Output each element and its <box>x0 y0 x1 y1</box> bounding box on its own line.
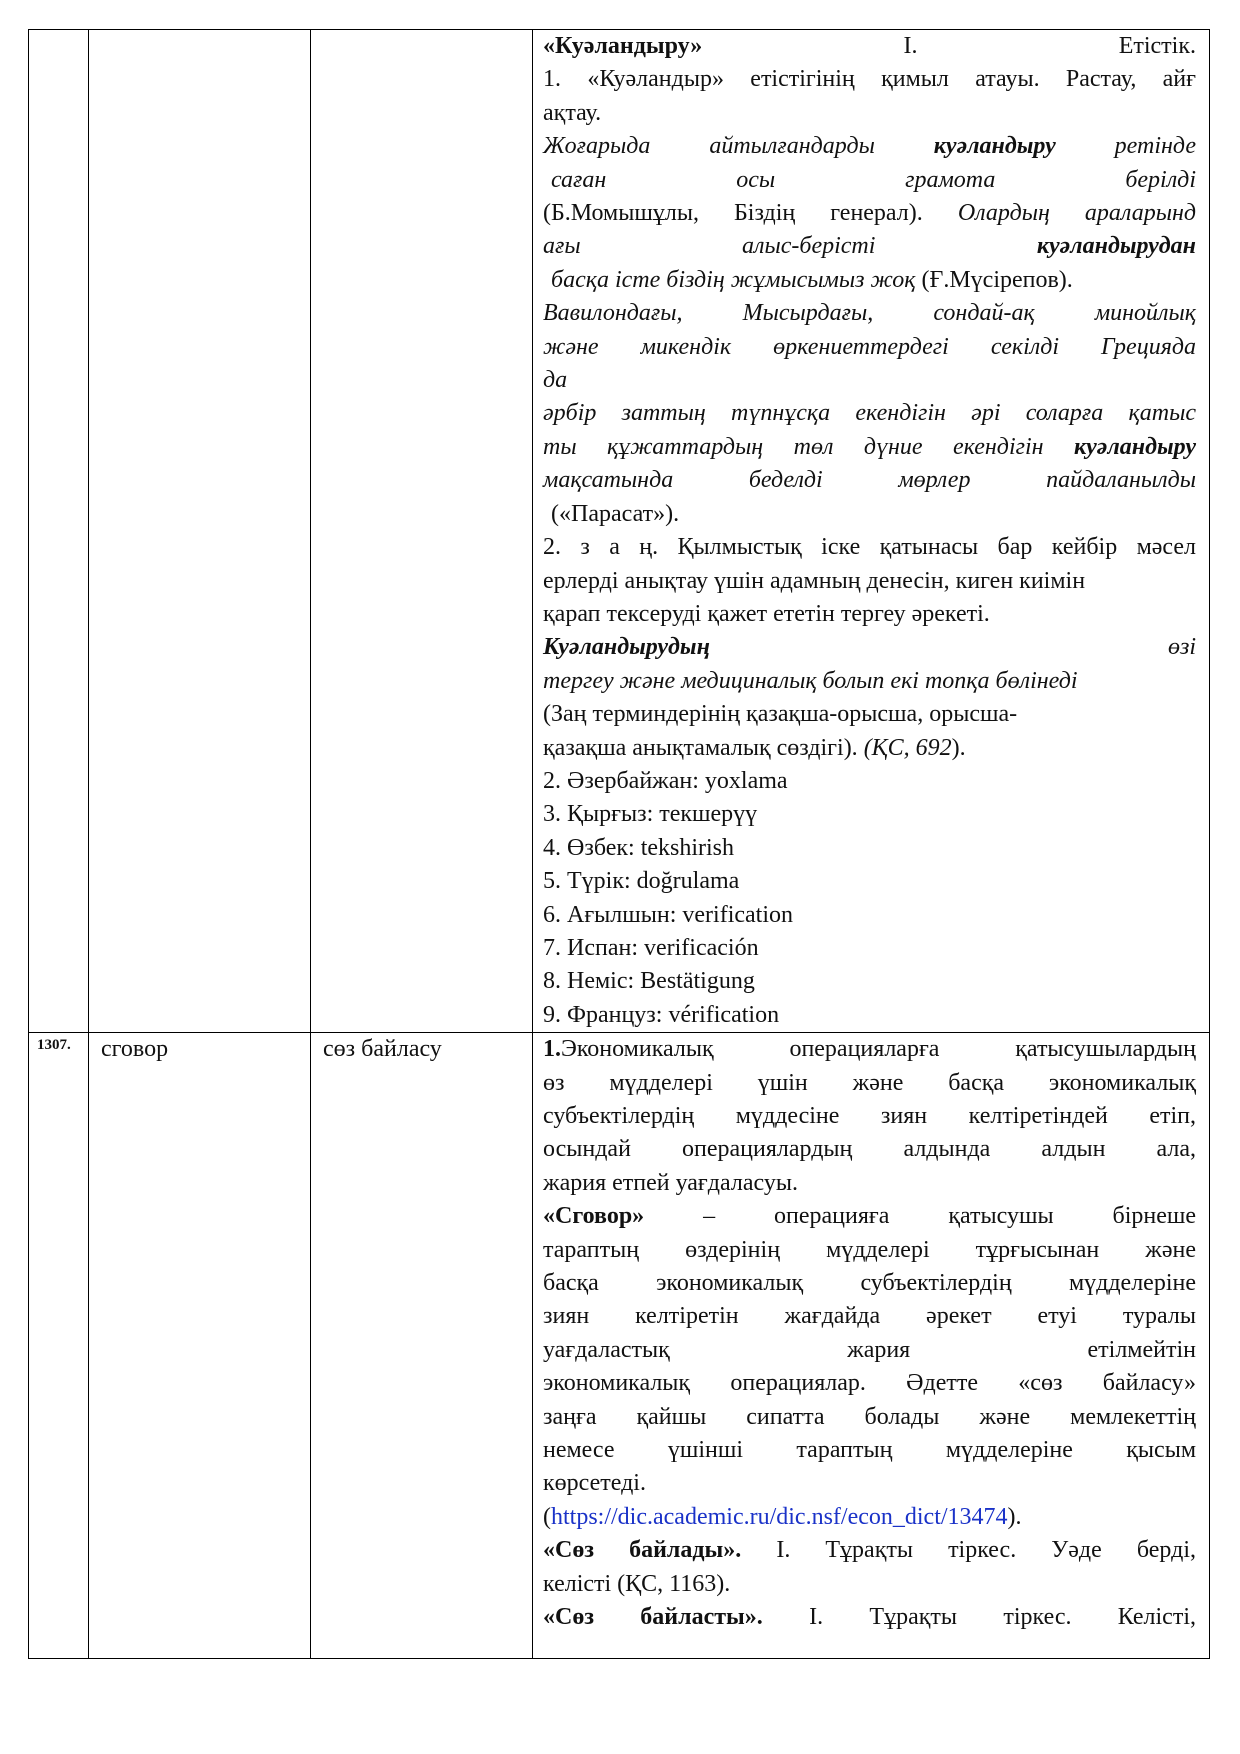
definition-text <box>543 1033 1196 1634</box>
text-run: жария етпей уағдаласуы. <box>543 1169 798 1196</box>
russian-term: сговор <box>89 1033 311 1659</box>
text-run: – операцияға қатысушы бірнеше <box>644 1203 1196 1230</box>
definition-line <box>543 965 1196 998</box>
definition-line <box>543 698 1196 731</box>
text-run: 5. Түрік: doğrulama <box>543 868 740 895</box>
definition-line <box>543 1467 1196 1500</box>
text-run: көрсетеді. <box>543 1470 646 1497</box>
text-run: қазақша анықтамалық сөздігі). <box>543 734 864 761</box>
definition-line <box>543 197 1196 230</box>
text-run: басқа істе біздің жұмысымыз жоқ <box>551 266 916 293</box>
definition-line <box>543 1167 1196 1200</box>
definition-line <box>543 230 1196 263</box>
text-run: 6. Ағылшын: verification <box>543 901 794 928</box>
text-run: ты құжаттардың төл дүние екендігін <box>543 433 1074 460</box>
definition-line <box>543 1133 1196 1166</box>
definition-line <box>543 1534 1196 1567</box>
text-run: (Заң терминдерінің қазақша-орысша, орысша- <box>543 701 1018 728</box>
definition-line <box>543 565 1196 598</box>
definition-line <box>543 1067 1196 1100</box>
text-run: 2. з а ң. Қылмыстық іске қатынасы бар кейбір мәсел <box>543 534 1196 561</box>
text-run: басқа экономикалық субъектілердің мүдделеріне <box>543 1270 1196 1297</box>
definition-line <box>543 665 1196 698</box>
definition-line <box>543 865 1196 898</box>
text-run: ағы алыс-берісті <box>543 233 1037 260</box>
text-run: куәландыру <box>933 133 1056 160</box>
source-link[interactable]: https://dic.academic.ru/dic.nsf/econ_dict/13474 <box>551 1503 1008 1530</box>
text-run: 1. «Куәландыр» етістігінің қимыл атауы. Растау, айғ <box>543 66 1196 93</box>
text-run: уағдаластық жария етілмейтін <box>543 1336 1196 1363</box>
definition-line <box>543 1568 1196 1601</box>
dictionary-table <box>28 29 1210 1659</box>
text-run: 2. Әзербайжан: yoxlama <box>543 767 788 794</box>
definition-line <box>543 364 1196 397</box>
text-run: ( <box>543 1503 551 1530</box>
text-run: өз мүдделері үшін және басқа экономикалық <box>543 1069 1196 1096</box>
text-run: 9. Француз: vérification <box>543 1001 780 1028</box>
text-run: I. Тұрақты тіркес. Келісті, <box>762 1604 1196 1631</box>
text-run: Олардың араларынд <box>957 200 1196 227</box>
kazakh-term-cell <box>311 30 533 1033</box>
text-run: тергеу және медициналық болып екі топқа бөлінеді <box>543 667 1078 694</box>
definition-line <box>543 1367 1196 1400</box>
text-run: Куәландырудың <box>543 634 710 661</box>
text-run: 7. Испан: verificación <box>543 934 759 961</box>
text-run: 1. <box>543 1036 561 1063</box>
table-row <box>29 30 1210 1033</box>
definition-line <box>543 899 1196 932</box>
text-run: саған осы грамота берілді <box>551 166 1196 193</box>
text-run: ретінде <box>1055 133 1197 160</box>
definition-line <box>543 97 1196 130</box>
kazakh-term: сөз байласу <box>311 1033 533 1659</box>
text-run: өзі <box>709 634 1196 661</box>
text-run: (Ғ.Мүсірепов). <box>915 266 1073 293</box>
text-run: «Сөз байлады». <box>543 1537 742 1564</box>
definition-line <box>543 598 1196 631</box>
definition-line <box>543 765 1196 798</box>
definition-line <box>543 999 1196 1032</box>
definition-line <box>543 1434 1196 1467</box>
table-row <box>29 1033 1210 1659</box>
entry-number: 1307. <box>29 1033 89 1659</box>
text-run: (Б.Момышұлы, Біздің генерал). <box>543 200 958 227</box>
definition-cell <box>533 1033 1210 1659</box>
text-run: тараптың өздерінің мүдделері тұрғысынан және <box>543 1236 1196 1263</box>
definition-cell <box>533 30 1210 1033</box>
definition-line <box>543 932 1196 965</box>
text-run: Экономикалық операцияларға қатысушылардың <box>561 1036 1196 1063</box>
text-run: (ҚС, 692 <box>863 734 952 761</box>
text-run: мақсатында беделді мөрлер пайдаланылды <box>543 467 1196 494</box>
text-run: ). <box>1007 1503 1022 1530</box>
definition-line <box>543 397 1196 430</box>
definition-line <box>543 1501 1196 1534</box>
text-run: I. Тұрақты тіркес. Уәде берді, <box>741 1537 1196 1564</box>
definition-line <box>543 832 1196 865</box>
text-run: «Куәландыру» <box>543 33 703 59</box>
definition-line <box>543 1033 1196 1066</box>
russian-term-cell <box>89 30 311 1033</box>
text-run: қарап тексеруді қажет ететін тергеу әрекеті. <box>543 600 990 627</box>
definition-line <box>543 164 1196 197</box>
definition-line <box>543 1234 1196 1267</box>
text-run: және микендік өркениеттердегі секілді Грецияда <box>543 333 1196 360</box>
definition-line <box>543 464 1196 497</box>
definition-line <box>543 1334 1196 1367</box>
definition-line <box>543 130 1196 163</box>
text-run: 3. Қырғыз: текшерүү <box>543 801 758 828</box>
text-run: Жоғарыда айтылғандарды <box>543 133 934 160</box>
definition-line <box>543 498 1196 531</box>
text-run: әрбір заттың түпнұсқа екендігін әрі соларға қатыс <box>543 400 1196 427</box>
text-run: I. Етістік. <box>702 33 1196 59</box>
text-run: куәландыру <box>1073 433 1196 460</box>
definition-line <box>543 1267 1196 1300</box>
definition-text <box>543 30 1196 1032</box>
definition-line <box>543 1401 1196 1434</box>
text-run: ақтау. <box>543 99 602 126</box>
text-run: субъектілердің мүддесіне зиян келтіретіндей етіп, <box>543 1103 1196 1129</box>
text-run: 8. Неміс: Bestätigung <box>543 968 755 995</box>
text-run: «Сөз байласты». <box>543 1604 763 1631</box>
definition-line <box>543 798 1196 831</box>
text-run: Вавилондағы, Мысырдағы, сондай-ақ минойлық <box>543 300 1196 327</box>
definition-line <box>543 1601 1196 1634</box>
text-run: 4. Өзбек: tekshirish <box>543 834 735 861</box>
definition-line <box>543 63 1196 96</box>
definition-line <box>543 431 1196 464</box>
definition-line <box>543 531 1196 564</box>
text-run: ерлерді анықтау үшін адамның денесін, киген киімін <box>543 567 1086 594</box>
definition-line <box>543 1300 1196 1333</box>
definition-line <box>543 732 1196 765</box>
text-run: «Сговор» <box>543 1203 645 1230</box>
text-run: осындай операциялардың алдында алдын ала, <box>543 1136 1196 1163</box>
text-run: экономикалық операциялар. Әдетте «сөз байласу» <box>543 1370 1196 1397</box>
text-run: зиян келтіретін жағдайда әрекет етуі туралы <box>543 1303 1196 1330</box>
number-cell <box>29 30 89 1033</box>
definition-line <box>543 631 1196 664</box>
definition-line <box>543 297 1196 330</box>
definition-line <box>543 1200 1196 1233</box>
definition-line <box>543 30 1196 63</box>
text-run: куәландырудан <box>1036 233 1196 260</box>
text-run: ). <box>951 734 966 761</box>
definition-line <box>543 1100 1196 1133</box>
text-run: келісті (ҚС, 1163). <box>543 1570 731 1597</box>
text-run: заңға қайшы сипатта болады және мемлекеттің <box>543 1403 1196 1430</box>
text-run: немесе үшінші тараптың мүдделеріне қысым <box>543 1437 1196 1464</box>
text-run: да <box>543 367 568 394</box>
definition-line <box>543 264 1196 297</box>
text-run: («Парасат»). <box>551 500 680 527</box>
definition-line <box>543 331 1196 364</box>
